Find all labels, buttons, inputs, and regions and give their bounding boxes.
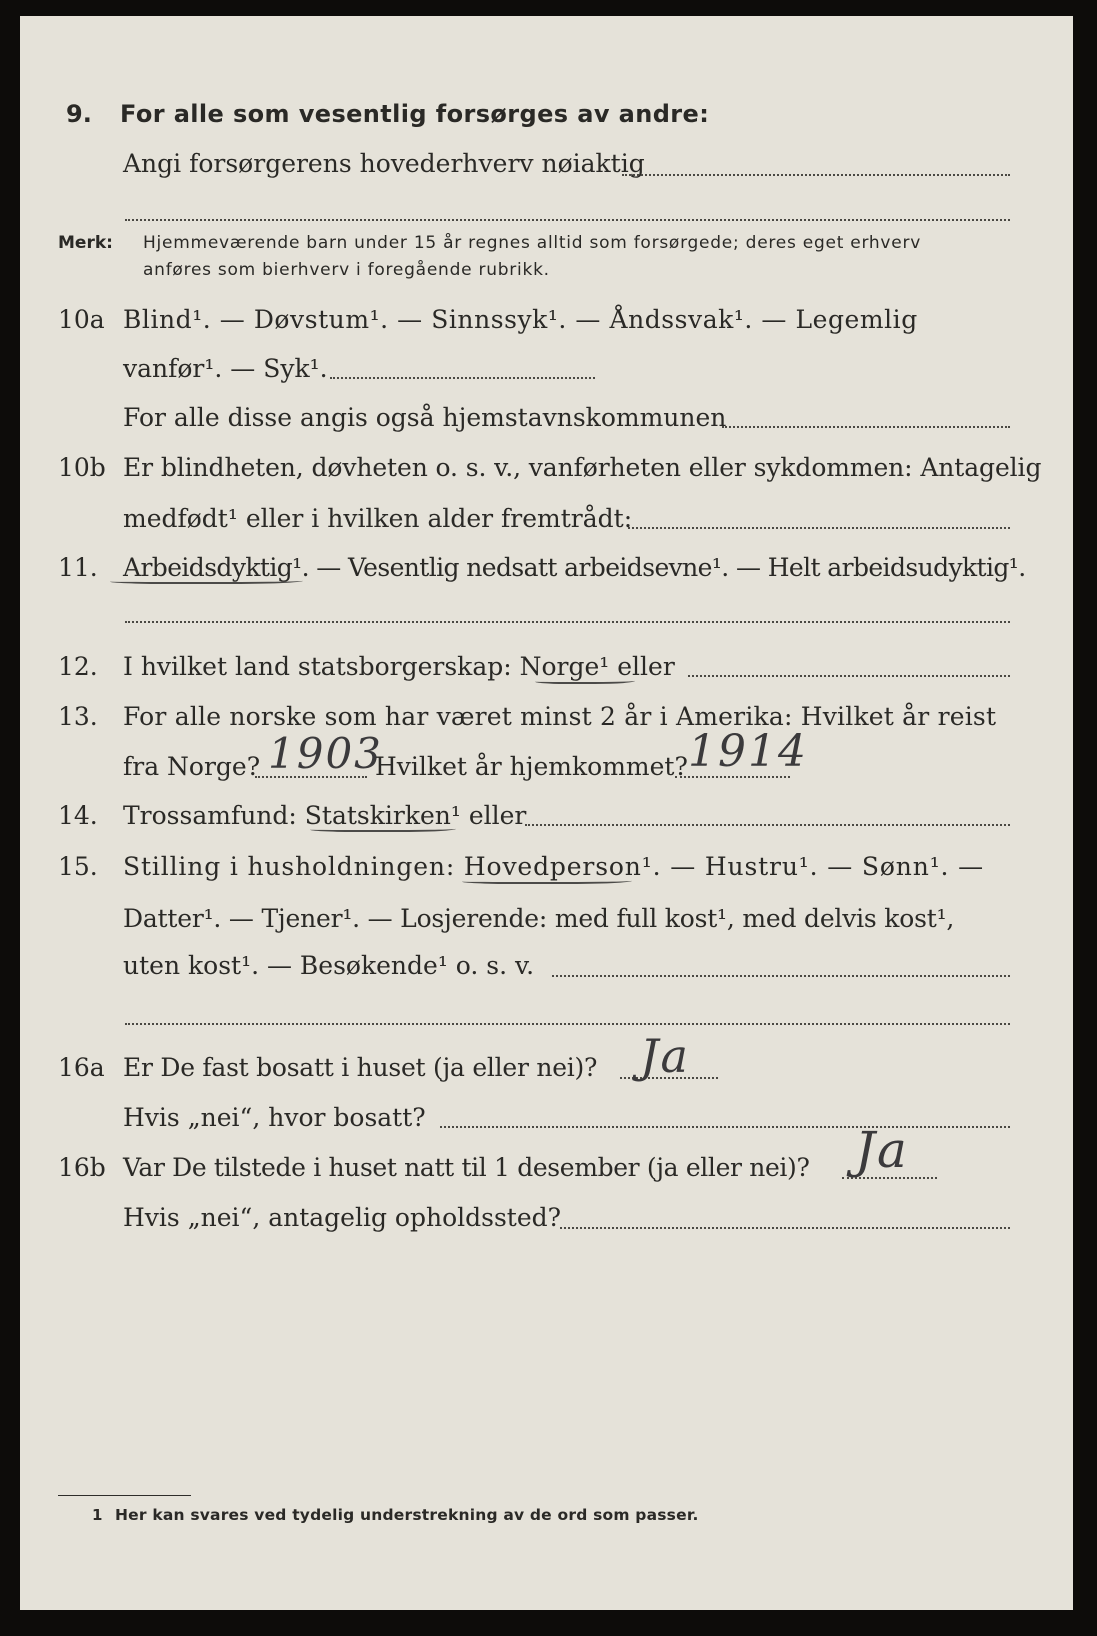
q16b-answer: Ja bbox=[855, 1121, 909, 1179]
q13-line-2a: fra Norge? bbox=[123, 752, 261, 781]
q14-number: 14. bbox=[58, 801, 98, 830]
q10a-hometown-line[interactable] bbox=[722, 426, 1010, 428]
q15-extra-line[interactable] bbox=[125, 1023, 1010, 1025]
q12-handwritten-underline bbox=[535, 676, 635, 684]
q10a-line-1: Blind¹. — Døvstum¹. — Sinnssyk¹. — Åndssvak¹. — Legemlig bbox=[123, 305, 918, 334]
q10b-answer-line[interactable] bbox=[628, 527, 1010, 529]
merk-line-1: Hjemmeværende barn under 15 år regnes alltid som forsørgede; deres eget erhverv bbox=[143, 233, 922, 253]
q15-answer-line[interactable] bbox=[552, 975, 1010, 977]
q14-answer-line[interactable] bbox=[525, 824, 1010, 826]
q10a-answer-line[interactable] bbox=[330, 377, 595, 379]
q15-line-1: Stilling i husholdningen: Hovedperson¹. — Hustru¹. — Sønn¹. — bbox=[123, 852, 985, 881]
q15-line-3: uten kost¹. — Besøkende¹ o. s. v. bbox=[123, 951, 535, 980]
q12-answer-line[interactable] bbox=[688, 675, 1010, 677]
q14-handwritten-underline bbox=[310, 824, 456, 832]
q11-handwritten-underline bbox=[110, 576, 303, 584]
q16a-line-1: Er De fast bosatt i huset (ja eller nei)? bbox=[123, 1053, 598, 1082]
q9-title: For alle som vesentlig forsørges av andre: bbox=[120, 100, 710, 128]
q9-prompt: Angi forsørgerens hovederhverv nøiaktig bbox=[123, 149, 645, 178]
q11-line-1: Arbeidsdyktig¹. — Vesentlig nedsatt arbeidsevne¹. — Helt arbeidsudyktig¹. bbox=[123, 553, 1026, 582]
merk-label: Merk: bbox=[58, 233, 113, 253]
q10a-line-2: vanfør¹. — Syk¹. bbox=[123, 354, 328, 383]
q15-line-2: Datter¹. — Tjener¹. — Losjerende: med full kost¹, med delvis kost¹, bbox=[123, 904, 955, 933]
q16a-answer: Ja bbox=[640, 1029, 690, 1083]
q9-answer-line[interactable] bbox=[622, 174, 1010, 176]
q12-line-1: I hvilket land statsborgerskap: Norge¹ eller bbox=[123, 652, 675, 681]
q10b-line-2: medfødt¹ eller i hvilken alder fremtrådt: bbox=[123, 504, 633, 533]
q13-line-2b: Hvilket år hjemkommet? bbox=[375, 752, 688, 781]
footnote-rule bbox=[58, 1495, 191, 1496]
q16b-number: 16b bbox=[58, 1153, 106, 1182]
q13-answer-departure: 1903 bbox=[268, 729, 383, 778]
q11-number: 11. bbox=[58, 553, 98, 582]
q10a-number: 10a bbox=[58, 305, 105, 334]
q9-answer-line-2[interactable] bbox=[125, 219, 1010, 221]
footnote-text: Her kan svares ved tydelig understrekning av de ord som passer. bbox=[115, 1506, 699, 1524]
q15-handwritten-underline bbox=[462, 876, 632, 884]
q16a-line-2: Hvis „nei“, hvor bosatt? bbox=[123, 1103, 426, 1132]
q10b-line-1: Er blindheten, døvheten o. s. v., vanførheten eller sykdommen: Antagelig bbox=[123, 453, 1042, 482]
q13-answer-return: 1914 bbox=[688, 726, 808, 777]
q10b-number: 10b bbox=[58, 453, 106, 482]
q13-line-1: For alle norske som har været minst 2 år i Amerika: Hvilket år reist bbox=[123, 702, 997, 731]
q12-number: 12. bbox=[58, 652, 98, 681]
census-form-page bbox=[20, 16, 1073, 1610]
q15-number: 15. bbox=[58, 852, 98, 881]
q14-line-1: Trossamfund: Statskirken¹ eller bbox=[123, 801, 527, 830]
q13-number: 13. bbox=[58, 702, 98, 731]
q11-extra-line[interactable] bbox=[125, 621, 1010, 623]
q9-number: 9. bbox=[66, 100, 92, 128]
q16b-line-1: Var De tilstede i huset natt til 1 desember (ja eller nei)? bbox=[123, 1153, 810, 1182]
footnote-mark: 1 bbox=[92, 1506, 103, 1524]
q10a-line-3: For alle disse angis også hjemstavnskommunen bbox=[123, 403, 727, 432]
q16a-residence-line[interactable] bbox=[440, 1126, 1010, 1128]
merk-line-2: anføres som bierhverv i foregående rubrikk. bbox=[143, 260, 550, 280]
q16b-location-line[interactable] bbox=[560, 1227, 1010, 1229]
q16b-line-2: Hvis „nei“, antagelig opholdssted? bbox=[123, 1203, 562, 1232]
q16a-number: 16a bbox=[58, 1053, 105, 1082]
